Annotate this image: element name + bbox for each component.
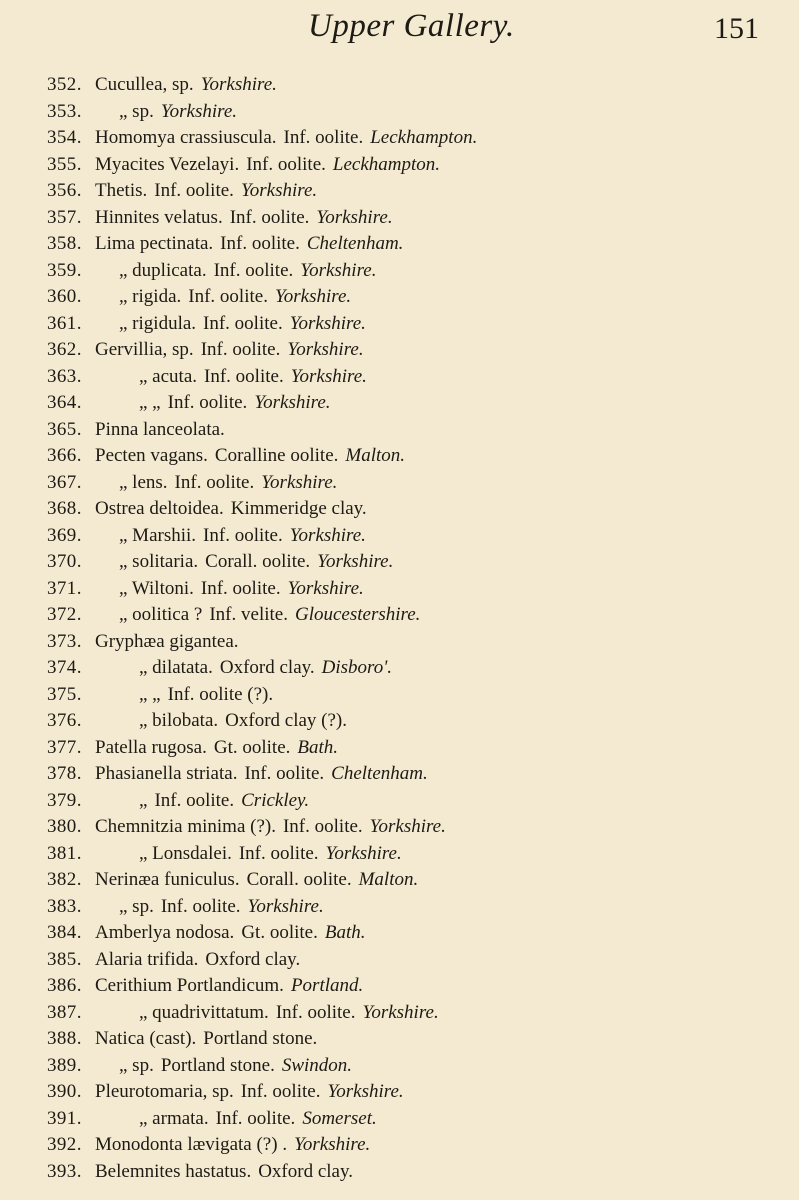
entry-number: 356. [47, 180, 82, 201]
entry-text [139, 1000, 446, 1027]
entry-number: 378. [47, 763, 82, 784]
entry-locality: Yorkshire. [254, 392, 331, 413]
specimen-name: Gryphæa gigantea. [95, 630, 239, 652]
entry-text [139, 655, 399, 682]
specimen-name: Cucullea, sp. [95, 74, 194, 95]
specimen-name: „ rigida. [119, 286, 182, 307]
catalogue-entry [47, 841, 799, 868]
entry-number: 390. [47, 1081, 82, 1102]
entry-number: 393. [47, 1160, 82, 1182]
entry-formation: Coralline oolite. [214, 445, 339, 466]
entry-number: 387. [47, 1001, 82, 1023]
catalogue-entry [47, 761, 799, 788]
entry-locality: Somerset. [302, 1107, 377, 1129]
specimen-name: „ armata. [139, 1107, 209, 1129]
specimen-name: Chemnitzia minima (?). [95, 816, 276, 837]
specimen-name: „ oolitica ? [119, 604, 203, 625]
entry-text [95, 72, 284, 99]
entry-number: 364. [47, 392, 82, 413]
entry-text [95, 761, 435, 788]
catalogue-entry [47, 735, 799, 762]
specimen-name: Cerithium Portlandicum. [95, 975, 284, 996]
entry-formation: Inf. oolite. [213, 259, 294, 281]
catalogue-entry [47, 894, 799, 921]
specimen-name: Pinna lanceolata. [95, 418, 225, 440]
specimen-name: „ sp. [119, 895, 154, 917]
specimen-name: Lima pectinata. [95, 233, 214, 254]
entry-locality: Yorkshire. [317, 551, 394, 572]
entry-formation: Inf. oolite. [282, 816, 363, 837]
catalogue-entry [47, 549, 799, 576]
catalogue-entry [47, 1159, 799, 1186]
entry-text [139, 364, 374, 391]
entry-locality: Cheltenham. [306, 233, 404, 254]
entry-text [95, 125, 484, 152]
entry-text [119, 99, 244, 126]
catalogue-entry [47, 417, 799, 444]
entry-text [95, 443, 412, 470]
specimen-name: Thetis. [95, 180, 148, 201]
entry-text [119, 894, 331, 921]
entry-number: 367. [47, 471, 82, 493]
entry-formation: Oxford clay. [219, 657, 315, 678]
specimen-name: Gervillia, sp. [95, 339, 194, 360]
specimen-name: „ Marshii. [119, 524, 197, 546]
entry-locality: Yorkshire. [289, 524, 366, 546]
entry-locality: Disboro'. [321, 657, 393, 678]
specimen-name: Hinnites velatus. [95, 206, 223, 228]
catalogue-entry [47, 443, 799, 470]
entry-locality: Cheltenham. [331, 763, 428, 784]
entry-formation: Inf. oolite. [229, 206, 310, 228]
entry-locality: Yorkshire. [287, 339, 364, 360]
catalogue-entry [47, 258, 799, 285]
entry-formation: Kimmeridge clay. [230, 498, 367, 519]
entry-text [139, 682, 280, 709]
entry-number: 375. [47, 683, 82, 705]
entry-text [119, 523, 373, 550]
entry-number: 363. [47, 365, 82, 387]
entry-locality: Yorkshire. [325, 842, 402, 864]
specimen-name: „ sp. [119, 1054, 154, 1076]
entry-text [95, 920, 372, 947]
specimen-name: Homomya crassiuscula. [95, 127, 277, 148]
catalogue-entry [47, 178, 799, 205]
entry-number: 382. [47, 869, 82, 890]
entry-text [139, 841, 409, 868]
specimen-name: Pleurotomaria, sp. [95, 1081, 234, 1102]
entry-number: 371. [47, 577, 82, 599]
entry-number: 381. [47, 842, 82, 864]
specimen-name: Alaria trifida. [95, 948, 199, 970]
entry-number: 362. [47, 339, 82, 360]
catalogue-entry [47, 72, 799, 99]
entry-number: 391. [47, 1107, 82, 1129]
specimen-name: „ bilobata. [139, 710, 219, 731]
specimen-name: „ [139, 789, 148, 811]
specimen-name: Pecten vagans. [95, 445, 208, 466]
entry-text [95, 973, 370, 1000]
specimen-name: „ quadrivittatum. [139, 1001, 269, 1023]
entry-formation: Inf. oolite. [215, 1107, 296, 1129]
entry-text [119, 311, 373, 338]
catalogue-entry [47, 231, 799, 258]
entry-number: 379. [47, 789, 82, 811]
catalogue-entry [47, 576, 799, 603]
entry-formation: Inf. oolite. [200, 339, 281, 360]
catalogue-entry [47, 602, 799, 629]
specimen-name: „ „ [139, 392, 161, 413]
entry-locality: Leckhampton. [332, 153, 441, 175]
entry-locality: Yorkshire. [316, 206, 393, 228]
entry-text [95, 867, 425, 894]
entry-locality: Yorkshire. [327, 1081, 404, 1102]
entry-formation: Gt. oolite. [241, 922, 318, 943]
entry-formation: Inf. velite. [209, 604, 288, 625]
specimen-name: „ acuta. [139, 365, 198, 387]
catalogue-entry [47, 1000, 799, 1027]
entry-locality: Yorkshire. [247, 895, 324, 917]
specimen-name: „ dilatata. [139, 657, 213, 678]
catalogue-entry [47, 655, 799, 682]
entry-text [95, 1132, 377, 1159]
catalogue-entry [47, 523, 799, 550]
entry-locality: Yorkshire. [362, 1001, 439, 1023]
entry-text [139, 708, 354, 735]
entry-number: 358. [47, 233, 82, 254]
catalogue-entry [47, 629, 799, 656]
entry-locality: Yorkshire. [287, 577, 364, 599]
entry-text [119, 258, 383, 285]
entry-formation: Portland stone. [203, 1028, 318, 1049]
entry-formation: Inf. oolite. [283, 127, 364, 148]
entry-text [119, 284, 358, 311]
catalogue-entry [47, 152, 799, 179]
entry-text [95, 205, 400, 232]
entry-locality: Yorkshire. [200, 74, 277, 95]
specimen-name: „ „ [139, 683, 161, 705]
catalogue-entry [47, 311, 799, 338]
entry-formation: Inf. oolite. [275, 1001, 356, 1023]
entry-formation: Inf. oolite. [203, 524, 283, 546]
entry-formation: Corall. oolite. [246, 869, 352, 890]
specimen-name: Belemnites hastatus. [95, 1160, 252, 1182]
entry-formation: Inf. oolite (?). [167, 683, 274, 705]
entry-locality: Leckhampton. [370, 127, 478, 148]
catalogue-entry [47, 1053, 799, 1080]
entry-locality: Bath. [324, 922, 366, 943]
specimen-name: Amberlya nodosa. [95, 922, 235, 943]
catalogue-entry [47, 867, 799, 894]
entry-number: 361. [47, 312, 82, 334]
specimen-name: Ostrea deltoidea. [95, 498, 224, 519]
specimen-name: Myacites Vezelayi. [95, 153, 240, 175]
entry-locality: Yorkshire. [300, 259, 377, 281]
entry-text [95, 337, 371, 364]
entry-number: 392. [47, 1134, 82, 1155]
entry-formation: Oxford clay. [205, 948, 301, 970]
entry-number: 384. [47, 922, 82, 943]
entry-number: 374. [47, 657, 82, 678]
entry-formation: Inf. oolite. [204, 365, 284, 387]
entry-number: 352. [47, 74, 82, 95]
catalogue-entry [47, 947, 799, 974]
specimen-name: Phasianella striata. [95, 763, 238, 784]
catalogue-entry [47, 99, 799, 126]
entry-number: 377. [47, 736, 82, 758]
entry-number: 385. [47, 948, 82, 970]
entry-number: 360. [47, 286, 82, 307]
catalogue-entry [47, 284, 799, 311]
catalogue-entry [47, 337, 799, 364]
catalogue-entry [47, 973, 799, 1000]
entry-number: 372. [47, 604, 82, 625]
entry-number: 370. [47, 551, 82, 572]
specimen-name: „ rigidula. [119, 312, 197, 334]
entry-text [119, 1053, 359, 1080]
entry-formation: Portland stone. [160, 1054, 275, 1076]
entry-locality: Bath. [297, 736, 339, 758]
entry-locality: Malton. [358, 869, 419, 890]
entry-text [119, 602, 427, 629]
entry-formation: Inf. oolite. [167, 392, 248, 413]
specimen-name: Monodonta lævigata (?) . [95, 1134, 288, 1155]
entry-locality: Gloucestershire. [294, 604, 421, 625]
entry-formation: Gt. oolite. [213, 736, 291, 758]
entry-text [139, 1106, 384, 1133]
entry-number: 376. [47, 710, 82, 731]
entry-text [95, 814, 453, 841]
entry-locality: Swindon. [281, 1054, 353, 1076]
entry-text [95, 178, 324, 205]
catalogue-entry [47, 1079, 799, 1106]
entry-number: 386. [47, 975, 82, 996]
entry-text [95, 496, 374, 523]
entry-number: 373. [47, 630, 82, 652]
entry-formation: Inf. oolite. [246, 153, 326, 175]
entry-locality: Yorkshire. [160, 100, 238, 122]
entry-text [119, 576, 371, 603]
entry-list [47, 72, 799, 1185]
specimen-name: „ lens. [119, 471, 168, 493]
specimen-name: „ sp. [119, 100, 154, 122]
entry-number: 369. [47, 524, 82, 546]
entry-locality: Yorkshire. [369, 816, 446, 837]
entry-formation: Oxford clay (?). [225, 710, 347, 731]
entry-text [95, 152, 447, 179]
catalogue-entry [47, 205, 799, 232]
catalogue-entry [47, 708, 799, 735]
entry-number: 357. [47, 206, 82, 228]
entry-number: 388. [47, 1028, 82, 1049]
entry-locality: Yorkshire. [274, 286, 352, 307]
specimen-name: „ solitaria. [119, 551, 199, 572]
catalogue-entry [47, 682, 799, 709]
entry-formation: Inf. oolite. [160, 895, 241, 917]
entry-number: 353. [47, 100, 82, 122]
catalogue-entry [47, 470, 799, 497]
catalogue-entry [47, 496, 799, 523]
entry-number: 359. [47, 259, 82, 281]
entry-formation: Inf. oolite. [174, 471, 255, 493]
page-title: Upper Gallery. [308, 8, 515, 44]
catalogue-entry [47, 364, 799, 391]
entry-number: 389. [47, 1054, 82, 1076]
entry-locality: Yorkshire. [289, 312, 366, 334]
entry-formation: Inf. oolite. [240, 1081, 321, 1102]
entry-locality: Malton. [345, 445, 406, 466]
entry-text [95, 629, 246, 656]
entry-text [95, 1159, 360, 1186]
catalogue-entry [47, 125, 799, 152]
entry-locality: Yorkshire. [290, 365, 367, 387]
entry-number: 366. [47, 445, 82, 466]
entry-text [139, 390, 338, 417]
entry-locality: Yorkshire. [240, 180, 318, 201]
specimen-name: „ Lonsdalei. [139, 842, 232, 864]
catalogue-entry [47, 788, 799, 815]
catalogue-entry [47, 1132, 799, 1159]
entry-number: 380. [47, 816, 82, 837]
entry-text [95, 417, 232, 444]
catalogue-entry [47, 1106, 799, 1133]
entry-number: 365. [47, 418, 82, 440]
entry-locality: Portland. [290, 975, 364, 996]
entry-formation: Inf. oolite. [154, 180, 234, 201]
entry-formation: Inf. oolite. [220, 233, 300, 254]
entry-number: 383. [47, 895, 82, 917]
specimen-name: „ Wiltoni. [119, 577, 194, 599]
entry-formation: Inf. oolite. [203, 312, 283, 334]
catalogue-entry [47, 814, 799, 841]
entry-text [119, 470, 344, 497]
catalogue-entry [47, 920, 799, 947]
entry-number: 354. [47, 127, 82, 148]
specimen-name: „ duplicata. [119, 259, 207, 281]
entry-text [95, 231, 410, 258]
catalogue-entry [47, 390, 799, 417]
entry-locality: Yorkshire. [261, 471, 338, 493]
entry-formation: Inf. oolite. [188, 286, 268, 307]
specimen-name: Nerinæa funiculus. [95, 869, 240, 890]
entry-text [95, 1079, 411, 1106]
entry-text [119, 549, 400, 576]
entry-formation: Corall. oolite. [205, 551, 311, 572]
entry-text [95, 1026, 324, 1053]
entry-formation: Inf. oolite. [200, 577, 281, 599]
entry-text [139, 788, 316, 815]
entry-locality: Yorkshire. [294, 1134, 371, 1155]
entry-number: 368. [47, 498, 82, 519]
entry-formation: Oxford clay. [258, 1160, 353, 1182]
entry-formation: Inf. oolite. [238, 842, 319, 864]
specimen-name: Natica (cast). [95, 1028, 197, 1049]
catalogue-entry [47, 1026, 799, 1053]
entry-formation: Inf. oolite. [154, 789, 235, 811]
entry-text [95, 947, 307, 974]
specimen-name: Patella rugosa. [95, 736, 207, 758]
entry-locality: Crickley. [241, 789, 310, 811]
page-number: 151 [714, 12, 759, 45]
entry-formation: Inf. oolite. [244, 763, 325, 784]
entry-number: 355. [47, 153, 82, 175]
entry-text [95, 735, 345, 762]
